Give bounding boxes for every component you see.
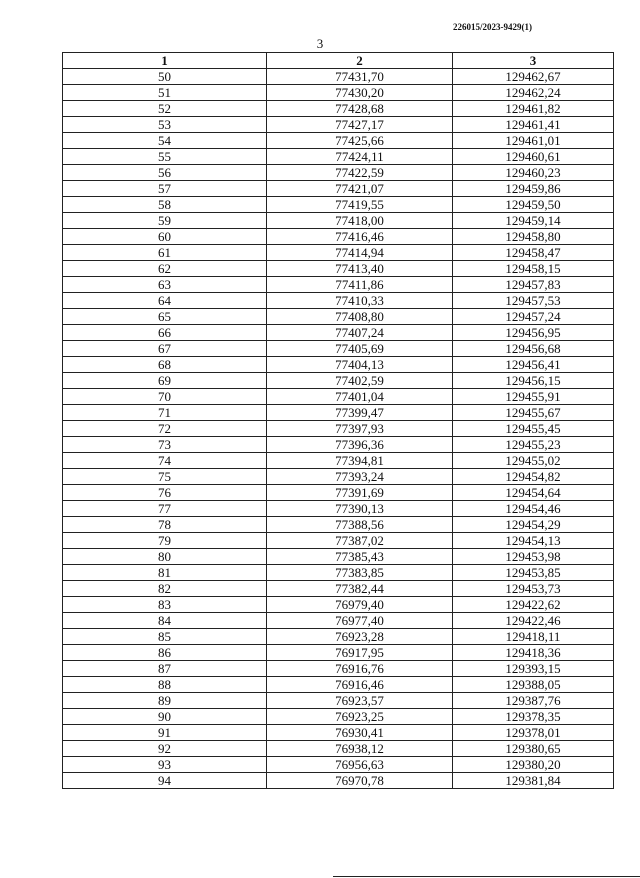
cell-coordinate-y: 129455,91 <box>453 389 614 405</box>
cell-coordinate-x: 77404,13 <box>267 357 453 373</box>
table-row <box>63 277 614 293</box>
cell-point-number: 54 <box>63 133 267 149</box>
cell-coordinate-y: 129459,50 <box>453 197 614 213</box>
cell-coordinate-y: 129462,67 <box>453 69 614 85</box>
cell-coordinate-x: 76916,76 <box>267 661 453 677</box>
cell-coordinate-x: 77385,43 <box>267 549 453 565</box>
cell-coordinate-y: 129418,11 <box>453 629 614 645</box>
document-id: 226015/2023-9429(1) <box>453 22 532 32</box>
coordinates-table <box>62 52 614 789</box>
cell-point-number: 68 <box>63 357 267 373</box>
cell-coordinate-y: 129462,24 <box>453 85 614 101</box>
cell-coordinate-x: 76979,40 <box>267 597 453 613</box>
cell-coordinate-y: 129387,76 <box>453 693 614 709</box>
cell-coordinate-y: 129460,61 <box>453 149 614 165</box>
cell-coordinate-y: 129380,20 <box>453 757 614 773</box>
table-row <box>63 533 614 549</box>
table-row <box>63 581 614 597</box>
column-header-number: 1 <box>63 53 267 69</box>
cell-coordinate-y: 129455,67 <box>453 405 614 421</box>
cell-coordinate-y: 129455,02 <box>453 453 614 469</box>
cell-coordinate-x: 77411,86 <box>267 277 453 293</box>
cell-point-number: 89 <box>63 693 267 709</box>
table-row <box>63 597 614 613</box>
cell-point-number: 83 <box>63 597 267 613</box>
cell-point-number: 70 <box>63 389 267 405</box>
cell-coordinate-x: 76916,46 <box>267 677 453 693</box>
cell-point-number: 72 <box>63 421 267 437</box>
cell-coordinate-x: 77401,04 <box>267 389 453 405</box>
cell-coordinate-y: 129461,41 <box>453 117 614 133</box>
cell-coordinate-x: 77424,11 <box>267 149 453 165</box>
table-row <box>63 133 614 149</box>
cell-coordinate-x: 77391,69 <box>267 485 453 501</box>
page-number: 3 <box>316 36 324 51</box>
cell-coordinate-x: 77419,55 <box>267 197 453 213</box>
cell-coordinate-y: 129418,36 <box>453 645 614 661</box>
table-row <box>63 101 614 117</box>
table-row <box>63 373 614 389</box>
cell-coordinate-y: 129458,47 <box>453 245 614 261</box>
cell-point-number: 61 <box>63 245 267 261</box>
cell-point-number: 82 <box>63 581 267 597</box>
cell-coordinate-y: 129457,53 <box>453 293 614 309</box>
column-header-y: 3 <box>453 53 614 69</box>
cell-point-number: 63 <box>63 277 267 293</box>
cell-coordinate-x: 77393,24 <box>267 469 453 485</box>
cell-point-number: 73 <box>63 437 267 453</box>
cell-point-number: 71 <box>63 405 267 421</box>
cell-coordinate-x: 77427,17 <box>267 117 453 133</box>
table-row <box>63 501 614 517</box>
cell-coordinate-y: 129456,15 <box>453 373 614 389</box>
cell-point-number: 92 <box>63 741 267 757</box>
cell-coordinate-x: 77418,00 <box>267 213 453 229</box>
cell-coordinate-y: 129454,13 <box>453 533 614 549</box>
table-row <box>63 149 614 165</box>
table-row <box>63 325 614 341</box>
cell-coordinate-x: 77388,56 <box>267 517 453 533</box>
cell-coordinate-y: 129388,05 <box>453 677 614 693</box>
cell-coordinate-y: 129456,95 <box>453 325 614 341</box>
cell-point-number: 80 <box>63 549 267 565</box>
table-row <box>63 213 614 229</box>
cell-coordinate-x: 77425,66 <box>267 133 453 149</box>
cell-coordinate-y: 129422,46 <box>453 613 614 629</box>
cell-coordinate-x: 77394,81 <box>267 453 453 469</box>
cell-point-number: 58 <box>63 197 267 213</box>
cell-coordinate-y: 129378,35 <box>453 709 614 725</box>
cell-point-number: 50 <box>63 69 267 85</box>
cell-coordinate-y: 129453,73 <box>453 581 614 597</box>
cell-coordinate-x: 77428,68 <box>267 101 453 117</box>
table-row <box>63 261 614 277</box>
table-row <box>63 85 614 101</box>
cell-point-number: 60 <box>63 229 267 245</box>
table-row <box>63 309 614 325</box>
cell-coordinate-x: 77413,40 <box>267 261 453 277</box>
table-row <box>63 117 614 133</box>
cell-coordinate-x: 77383,85 <box>267 565 453 581</box>
cell-coordinate-y: 129457,83 <box>453 277 614 293</box>
cell-coordinate-y: 129393,15 <box>453 661 614 677</box>
table-row <box>63 453 614 469</box>
cell-point-number: 64 <box>63 293 267 309</box>
cell-point-number: 87 <box>63 661 267 677</box>
table-row <box>63 197 614 213</box>
table-row <box>63 245 614 261</box>
cell-coordinate-x: 77410,33 <box>267 293 453 309</box>
cell-coordinate-y: 129454,64 <box>453 485 614 501</box>
cell-coordinate-x: 77402,59 <box>267 373 453 389</box>
cell-point-number: 77 <box>63 501 267 517</box>
cell-coordinate-y: 129456,68 <box>453 341 614 357</box>
cell-coordinate-x: 77397,93 <box>267 421 453 437</box>
cell-coordinate-x: 76938,12 <box>267 741 453 757</box>
cell-coordinate-x: 77396,36 <box>267 437 453 453</box>
table-row <box>63 709 614 725</box>
table-row <box>63 293 614 309</box>
table-row <box>63 165 614 181</box>
cell-point-number: 55 <box>63 149 267 165</box>
cell-point-number: 81 <box>63 565 267 581</box>
cell-point-number: 62 <box>63 261 267 277</box>
cell-coordinate-y: 129458,80 <box>453 229 614 245</box>
cell-point-number: 74 <box>63 453 267 469</box>
table-row <box>63 693 614 709</box>
cell-point-number: 85 <box>63 629 267 645</box>
cell-coordinate-y: 129456,41 <box>453 357 614 373</box>
table-row <box>63 357 614 373</box>
table-row <box>63 725 614 741</box>
cell-point-number: 88 <box>63 677 267 693</box>
cell-coordinate-y: 129453,98 <box>453 549 614 565</box>
cell-coordinate-x: 77431,70 <box>267 69 453 85</box>
bottom-rule <box>333 876 640 877</box>
table-row <box>63 629 614 645</box>
cell-point-number: 56 <box>63 165 267 181</box>
table-row <box>63 469 614 485</box>
table-row <box>63 229 614 245</box>
cell-point-number: 91 <box>63 725 267 741</box>
cell-point-number: 53 <box>63 117 267 133</box>
cell-coordinate-y: 129453,85 <box>453 565 614 581</box>
cell-point-number: 69 <box>63 373 267 389</box>
cell-coordinate-x: 77416,46 <box>267 229 453 245</box>
table-row <box>63 661 614 677</box>
cell-coordinate-x: 77382,44 <box>267 581 453 597</box>
cell-coordinate-y: 129460,23 <box>453 165 614 181</box>
table-row <box>63 181 614 197</box>
cell-point-number: 90 <box>63 709 267 725</box>
cell-coordinate-y: 129455,45 <box>453 421 614 437</box>
cell-point-number: 65 <box>63 309 267 325</box>
cell-coordinate-y: 129378,01 <box>453 725 614 741</box>
cell-coordinate-y: 129459,86 <box>453 181 614 197</box>
table-row <box>63 549 614 565</box>
cell-coordinate-y: 129457,24 <box>453 309 614 325</box>
cell-point-number: 79 <box>63 533 267 549</box>
table-row <box>63 677 614 693</box>
cell-coordinate-x: 77387,02 <box>267 533 453 549</box>
cell-point-number: 94 <box>63 773 267 789</box>
cell-coordinate-x: 77399,47 <box>267 405 453 421</box>
table-row <box>63 613 614 629</box>
cell-coordinate-y: 129454,29 <box>453 517 614 533</box>
cell-point-number: 67 <box>63 341 267 357</box>
table-row <box>63 69 614 85</box>
cell-point-number: 66 <box>63 325 267 341</box>
cell-point-number: 59 <box>63 213 267 229</box>
cell-point-number: 78 <box>63 517 267 533</box>
table-body <box>63 69 614 789</box>
table-row <box>63 389 614 405</box>
cell-coordinate-x: 77408,80 <box>267 309 453 325</box>
cell-coordinate-y: 129461,82 <box>453 101 614 117</box>
table-row <box>63 645 614 661</box>
cell-coordinate-y: 129381,84 <box>453 773 614 789</box>
table-row <box>63 517 614 533</box>
cell-coordinate-y: 129461,01 <box>453 133 614 149</box>
column-header-x: 2 <box>267 53 453 69</box>
cell-point-number: 84 <box>63 613 267 629</box>
cell-coordinate-x: 76930,41 <box>267 725 453 741</box>
table-row <box>63 437 614 453</box>
table-row <box>63 421 614 437</box>
cell-coordinate-x: 76917,95 <box>267 645 453 661</box>
cell-point-number: 76 <box>63 485 267 501</box>
cell-coordinate-y: 129454,82 <box>453 469 614 485</box>
cell-coordinate-x: 76923,25 <box>267 709 453 725</box>
table-row <box>63 565 614 581</box>
cell-point-number: 93 <box>63 757 267 773</box>
cell-coordinate-x: 77405,69 <box>267 341 453 357</box>
cell-coordinate-y: 129459,14 <box>453 213 614 229</box>
cell-point-number: 57 <box>63 181 267 197</box>
cell-coordinate-x: 76970,78 <box>267 773 453 789</box>
cell-point-number: 51 <box>63 85 267 101</box>
cell-coordinate-y: 129455,23 <box>453 437 614 453</box>
table-row <box>63 341 614 357</box>
cell-coordinate-x: 76956,63 <box>267 757 453 773</box>
cell-coordinate-x: 77430,20 <box>267 85 453 101</box>
cell-coordinate-y: 129454,46 <box>453 501 614 517</box>
cell-coordinate-x: 77407,24 <box>267 325 453 341</box>
cell-coordinate-y: 129458,15 <box>453 261 614 277</box>
cell-coordinate-x: 77390,13 <box>267 501 453 517</box>
cell-coordinate-x: 76923,28 <box>267 629 453 645</box>
header-row <box>63 53 614 69</box>
cell-coordinate-x: 76923,57 <box>267 693 453 709</box>
table-row <box>63 405 614 421</box>
cell-coordinate-y: 129422,62 <box>453 597 614 613</box>
table-row <box>63 773 614 789</box>
cell-coordinate-x: 76977,40 <box>267 613 453 629</box>
cell-point-number: 52 <box>63 101 267 117</box>
cell-point-number: 75 <box>63 469 267 485</box>
cell-coordinate-x: 77414,94 <box>267 245 453 261</box>
cell-point-number: 86 <box>63 645 267 661</box>
cell-coordinate-y: 129380,65 <box>453 741 614 757</box>
table-row <box>63 485 614 501</box>
table-row <box>63 741 614 757</box>
cell-coordinate-x: 77422,59 <box>267 165 453 181</box>
table-row <box>63 757 614 773</box>
cell-coordinate-x: 77421,07 <box>267 181 453 197</box>
